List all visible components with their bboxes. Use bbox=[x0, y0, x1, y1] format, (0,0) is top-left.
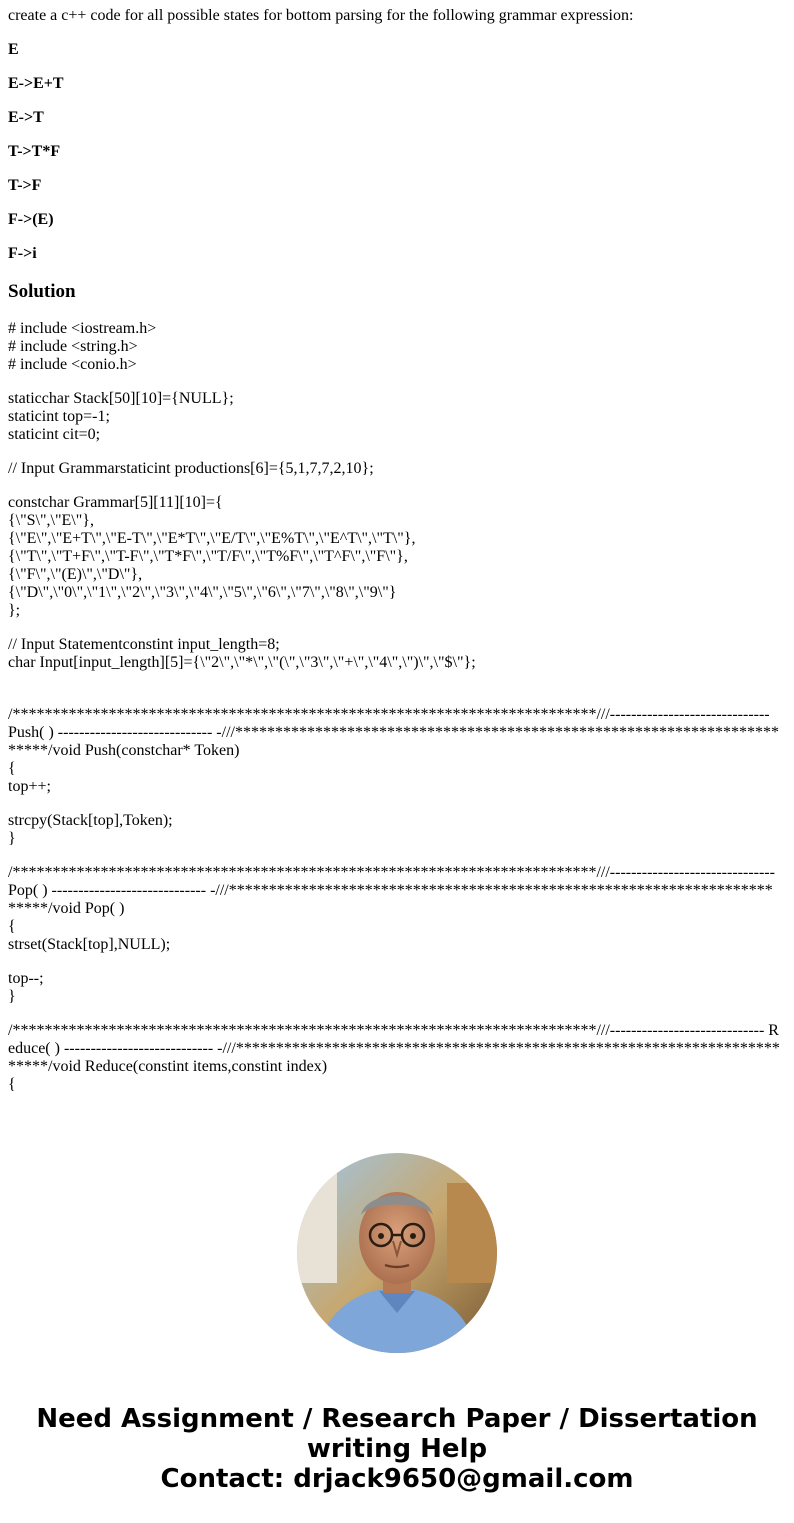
code-push-function: /*************************************************************************///------------------------------ Push( ) ----------------------------- -///*************************************************************************/void Push(constchar* Token) { top++; bbox=[8, 706, 779, 795]
code-pop-function: /*************************************************************************///------------------------------- Pop( ) ----------------------------- -///*************************************************************************/void Pop( ) { strset(Stack[top],NULL); bbox=[8, 864, 775, 953]
help-banner bbox=[0, 1404, 794, 1494]
code-pop-body: top--; } bbox=[8, 970, 44, 1005]
code-productions: // Input Grammarstaticint productions[6]={5,1,7,7,2,10}; bbox=[8, 460, 374, 477]
grammar-rule: F->(E) bbox=[8, 211, 54, 228]
code-includes: # include <iostream.h> # include <string.h> # include <conio.h> bbox=[8, 320, 157, 373]
grammar-rule: T->F bbox=[8, 177, 42, 194]
code-globals: staticchar Stack[50][10]={NULL}; staticint top=-1; staticint cit=0; bbox=[8, 390, 234, 443]
author-photo bbox=[297, 1153, 497, 1353]
grammar-start-symbol: E bbox=[8, 41, 19, 58]
code-input-statement: // Input Statementconstint input_length=8; char Input[input_length][5]={\"2\",\"*\",\"(\",\"3\",\"+\",\"4\",\")\",\"$\"}; bbox=[8, 636, 476, 671]
code-reduce-function: /*************************************************************************///----------------------------- Reduce( ) ---------------------------- -///*************************************************************************/void Reduce(constint items,constint index) { bbox=[8, 1022, 780, 1093]
grammar-rule: F->i bbox=[8, 245, 37, 262]
grammar-rule: E->E+T bbox=[8, 75, 64, 92]
contact-email[interactable]: Contact: drjack9650@gmail.com bbox=[160, 1464, 634, 1494]
grammar-rule: T->T*F bbox=[8, 143, 61, 160]
help-banner-text: Need Assignment / Research Paper / Dissertation writing Help bbox=[36, 1404, 758, 1464]
code-grammar-table: constchar Grammar[5][11][10]={ {\"S\",\"E\"}, {\"E\",\"E+T\",\"E-T\",\"E*T\",\"E/T\",\"E%T\",\"E^T\",\"T\"}, {\"T\",\"T+F\",\"T-F\",\"T*F\",\"T/F\",\"T%F\",\"T^F\",\"F\"}, {\"F\",\"(E)\",\"D\"}, {\"D\",\"0\",\"1\",\"2\",\"3\",\"4\",\"5\",\"6\",\"7\",\"8\",\"9\"} }; bbox=[8, 494, 416, 619]
code-push-body: strcpy(Stack[top],Token); } bbox=[8, 812, 173, 847]
author-photo-image bbox=[297, 1153, 497, 1353]
solution-document bbox=[8, 0, 780, 1124]
solution-heading: Solution bbox=[8, 281, 76, 302]
question-text: create a c++ code for all possible states for bottom parsing for the following grammar expression: bbox=[8, 7, 634, 24]
grammar-rule: E->T bbox=[8, 109, 44, 126]
